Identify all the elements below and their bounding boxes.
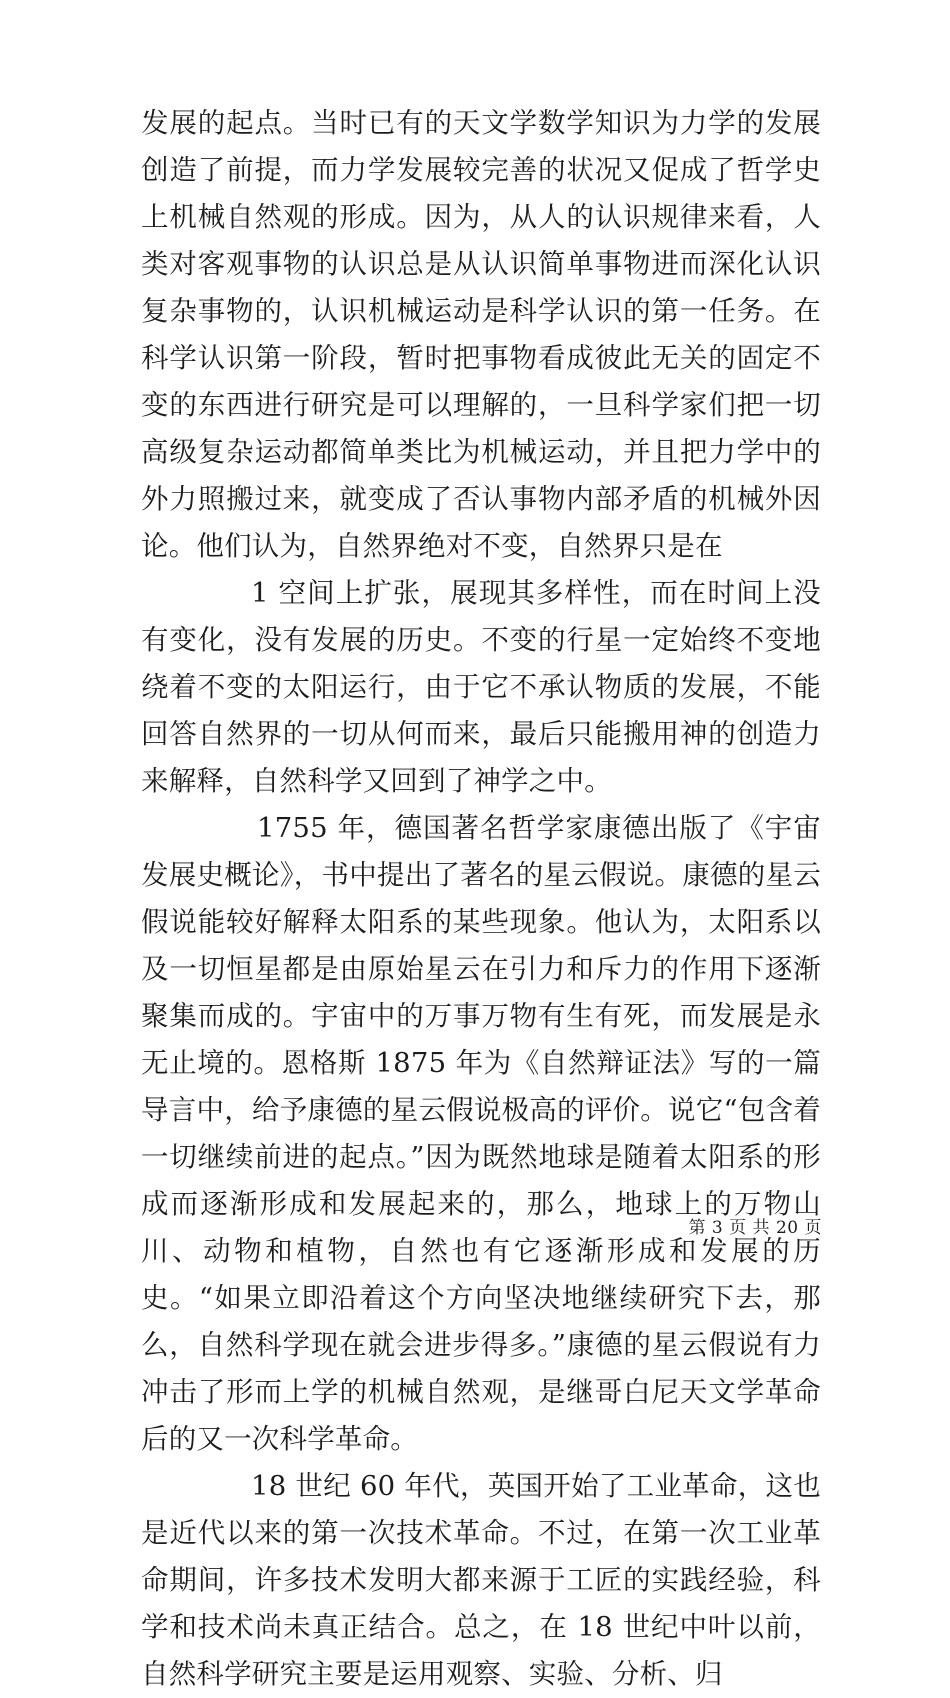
body-paragraph-2: 1 空间上扩张，展现其多样性，而在时间上没有变化，没有发展的历史。不变的行星一定始终不变地绕着不变的太阳运行，由于它不承认物质的发展，不能回答自然界的一切从何而来，最后只能搬用神的创造力来解释，自然科学又回到了神学之中。 — [141, 577, 821, 797]
body-paragraph-4: 18 世纪 60 年代，英国开始了工业革命，这也是近代以来的第一次技术革命。不过，在第一次工业革命期间，许多技术发明大都来源于工匠的实践经验，科学和技术尚未真正结合。总之，在 18 世纪中叶以前，自然科学研究主要是运用观察、实验、分析、归 — [141, 1470, 821, 1690]
page-number-footer: 第 3 页 共 20 页 — [688, 1218, 822, 1238]
document-text-body — [141, 100, 821, 1698]
body-paragraph-1: 发展的起点。当时已有的天文学数学知识为力学的发展创造了前提，而力学发展较完善的状况又促成了哲学史上机械自然观的形成。因为，从人的认识规律来看，人类对客观事物的认识总是从认识简单事物进而深化认识复杂事物的，认识机械运动是科学认识的第一任务。在科学认识第一阶段，暂时把事物看成彼此无关的固定不变的东西进行研究是可以理解的，一旦科学家们把一切高级复杂运动都简单类比为机械运动，并且把力学中的外力照搬过来，就变成了否认事物内部矛盾的机械外因论。他们认为，自然界绝对不变，自然界只是在 — [141, 107, 821, 562]
body-paragraph-3: 1755 年，德国著名哲学家康德出版了《宇宙发展史概论》，书中提出了著名的星云假说。康德的星云假说能较好解释太阳系的某些现象。他认为，太阳系以及一切恒星都是由原始星云在引力和斥力的作用下逐渐聚集而成的。宇宙中的万事万物有生有死，而发展是永无止境的。恩格斯 1875 年为《自然辩证法》写的一篇导言中，给予康德的星云假说极高的评价。说它“包含着一切继续前进的起点。”因为既然地球是随着太阳系的形成而逐渐形成和发展起来的，那么，地球上的万物山川、动物和植物，自然也有它逐渐形成和发展的历史。“如果立即沿着这个方向坚决地继续研究下去，那么，自然科学现在就会进步得多。”康德的星云假说有力冲击了形而上学的机械自然观，是继哥白尼天文学革命后的又一次科学革命。 — [141, 812, 821, 1455]
